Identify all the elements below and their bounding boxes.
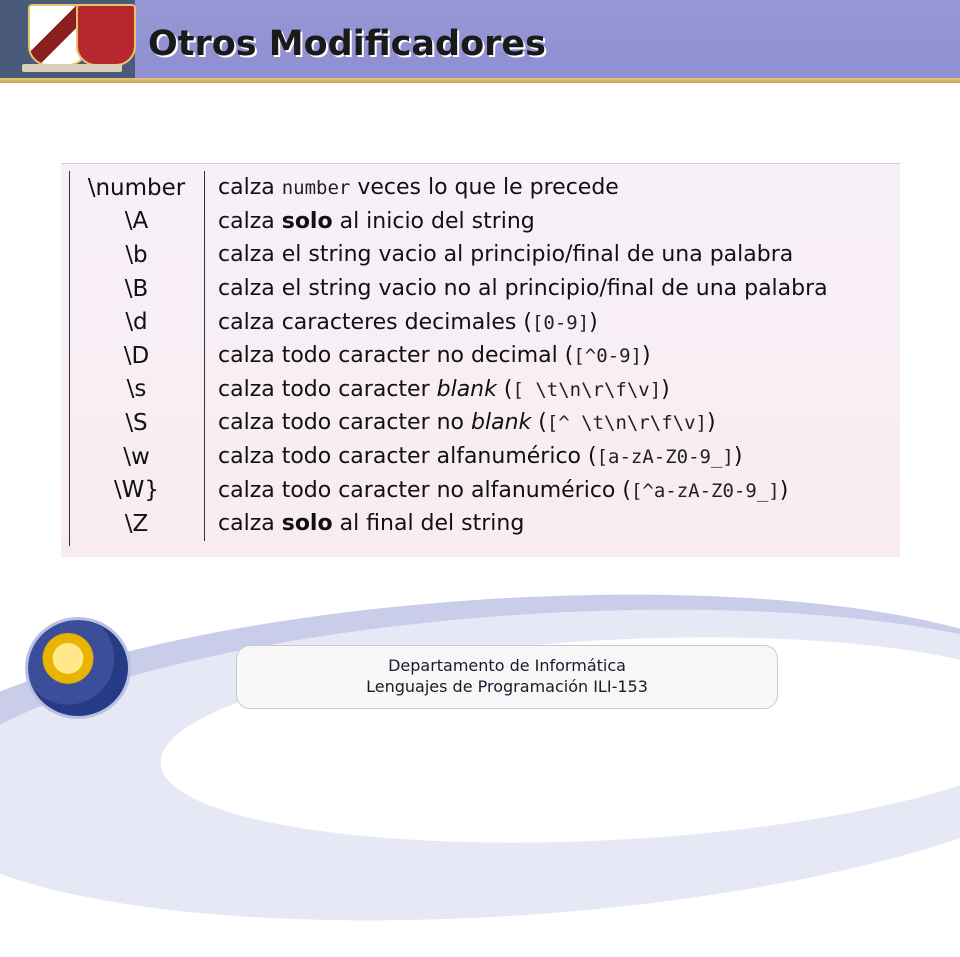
description-code: [a-zA-Z0-9_] [596,446,734,469]
description-italic: blank [471,410,532,436]
table-row [69,473,828,507]
crest-ribbon-icon [22,64,122,72]
modifier-description [205,272,828,306]
description-pre: calza todo caracter no [218,410,472,436]
modifier-description [205,205,828,239]
table-row [69,305,828,339]
table-row [69,440,828,474]
modifier-symbol: \W} [69,473,205,507]
description-pre: calza el string vacio al principio/final de una palabra [218,242,794,268]
table-row [69,507,828,541]
page-title: Otros Modificadores [148,24,546,64]
description-code: [ \t\n\r\f\v] [512,378,662,401]
modifier-symbol: \S [69,406,205,440]
modifier-description [205,171,828,205]
description-italic: blank [436,376,497,402]
modifier-description [205,238,828,272]
modifier-description [205,339,828,373]
description-mid: ( [531,410,547,436]
description-pre: calza todo caracter no decimal ( [218,343,574,369]
description-pre: calza [218,208,282,234]
footer-caption [236,645,778,709]
description-post: ) [589,309,598,335]
table-row [69,373,828,407]
modifier-description [205,406,828,440]
table-row [69,171,828,205]
university-logo [0,0,135,78]
footer-department: Departamento de Informática [388,656,626,675]
description-post: ) [641,343,651,369]
description-post: al final del string [332,511,525,537]
description-post: ) [733,444,743,470]
description-code: number [281,177,351,200]
description-bold: solo [281,511,333,537]
header-gold-rule [0,78,960,83]
table-row [69,205,828,239]
modifier-symbol: \Z [69,507,205,541]
table-row [69,339,828,373]
modifier-symbol: \A [69,205,205,239]
description-post: al inicio del string [332,208,535,234]
description-post: ) [707,410,716,436]
description-code: [^a-zA-Z0-9_] [630,479,780,502]
modifier-description [205,440,828,474]
modifier-symbol: \b [69,238,205,272]
modifier-symbol: \B [69,272,205,306]
modifiers-table-panel [61,163,900,557]
table-row [69,238,828,272]
description-pre: calza todo caracter [218,376,437,402]
modifier-symbol: \D [69,339,205,373]
description-pre: calza [218,175,282,201]
crest-right-icon [76,4,136,66]
description-post: veces lo que le precede [350,175,619,201]
description-pre: calza [218,511,282,537]
footer-course: Lenguajes de Programación ILI-153 [366,677,648,696]
description-code: [0-9] [531,311,590,334]
description-pre: calza caracteres decimales ( [218,309,532,335]
modifier-description [205,373,828,407]
modifier-symbol: \s [69,373,205,407]
description-pre: calza el string vacio no al principio/final de una palabra [218,276,828,302]
modifier-description [205,507,828,541]
description-post: ) [661,376,670,402]
modifiers-table [69,171,828,541]
description-pre: calza todo caracter no alfanumérico ( [218,477,631,503]
table-row [69,406,828,440]
description-mid: ( [496,376,513,402]
description-post: ) [779,477,789,503]
description-bold: solo [281,208,333,234]
description-code: [^ \t\n\r\f\v] [546,412,707,435]
modifier-symbol: \d [69,305,205,339]
modifier-symbol: \number [69,171,205,205]
description-code: [^0-9] [573,345,642,368]
modifier-symbol: \w [69,440,205,474]
modifier-description [205,473,828,507]
description-pre: calza todo caracter alfanumérico ( [218,444,597,470]
table-row [69,272,828,306]
modifier-description [205,305,828,339]
department-logo-icon [28,620,128,716]
